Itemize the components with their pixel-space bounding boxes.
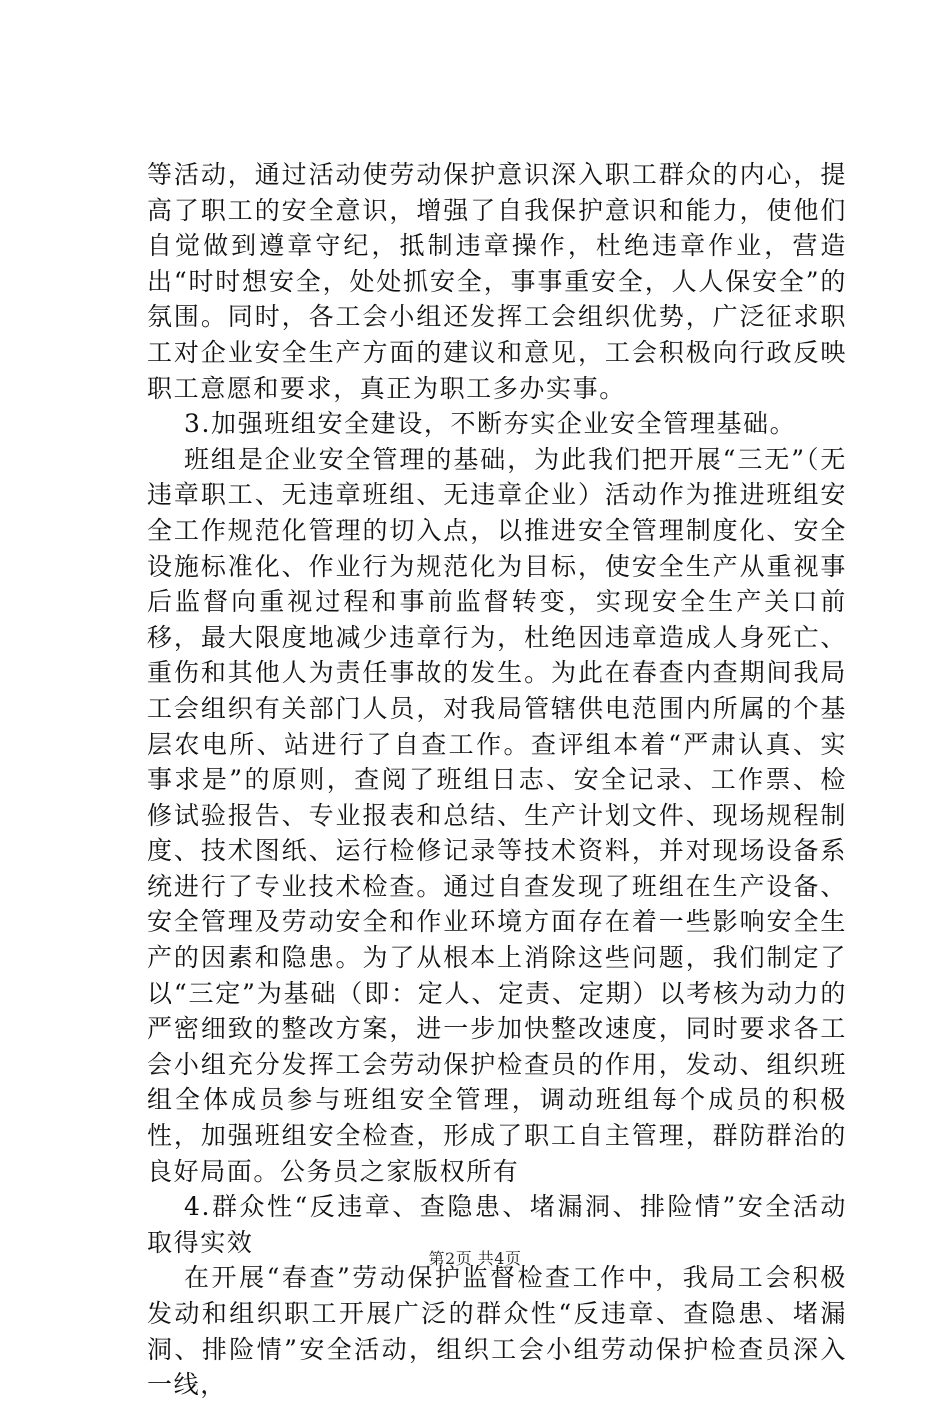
document-body [147, 157, 847, 1403]
heading-item-4: 4.群众性“反违章、查隐患、堵漏洞、排险情”安全活动取得实效 [147, 1192, 847, 1257]
page-footer: 第2页 共4页 [428, 1249, 522, 1268]
heading-item-3: 3.加强班组安全建设，不断夯实企业安全管理基础。 [184, 409, 797, 439]
paragraph-continuation: 等活动，通过活动使劳动保护意识深入职工群众的内心，提高了职工的安全意识，增强了自我保护意识和能力，使他们自觉做到遵章守纪，抵制违章操作，杜绝违章作业，营造出“时时想安全，处处抓安全，事事重安全，人人保安全”的氛围。同时，各工会小组还发挥工会组织优势，广泛征求职工对企业安全生产方面的建议和意见，工会积极向行政反映职工意愿和要求，真正为职工多办实事。 [147, 160, 847, 403]
paragraph-team-safety: 班组是企业安全管理的基础，为此我们把开展“三无”（无违章职工、无违章班组、无违章企业）活动作为推进班组安全工作规范化管理的切入点，以推进安全管理制度化、安全设施标准化、作业行为规范化为目标，使安全生产从重视事后监督向重视过程和事前监督转变，实现安全生产关口前移，最大限度地减少违章行为，杜绝因违章造成人身死亡、重伤和其他人为责任事故的发生。为此在春查内查期间我局工会组织有关部门人员，对我局管辖供电范围内所属的个基层农电所、站进行了自查工作。查评组本着“严肃认真、实事求是”的原则，查阅了班组日志、安全记录、工作票、检修试验报告、专业报表和总结、生产计划文件、现场规程制度、技术图纸、运行检修记录等技术资料，并对现场设备系统进行了专业技术检查。通过自查发现了班组在生产设备、安全管理及劳动安全和作业环境方面存在着一些影响安全生产的因素和隐患。为了从根本上消除这些问题，我们制定了以“三定”为基础（即：定人、定责、定期）以考核为动力的严密细致的整改方案，进一步加快整改速度，同时要求各工会小组充分发挥工会劳动保护检查员的作用，发动、组织班组全体成员参与班组安全管理，调动班组每个成员的积极性，加强班组安全检查，形成了职工自主管理，群防群治的良好局面。公务员之家版权所有 [147, 444, 847, 1186]
paragraph-spring-inspection: 在开展“春查”劳动保护监督检查工作中，我局工会积极发动和组织职工开展广泛的群众性“反违章、查隐患、堵漏洞、排险情”安全活动，组织工会小组劳动保护检查员深入一线， [147, 1263, 847, 1400]
